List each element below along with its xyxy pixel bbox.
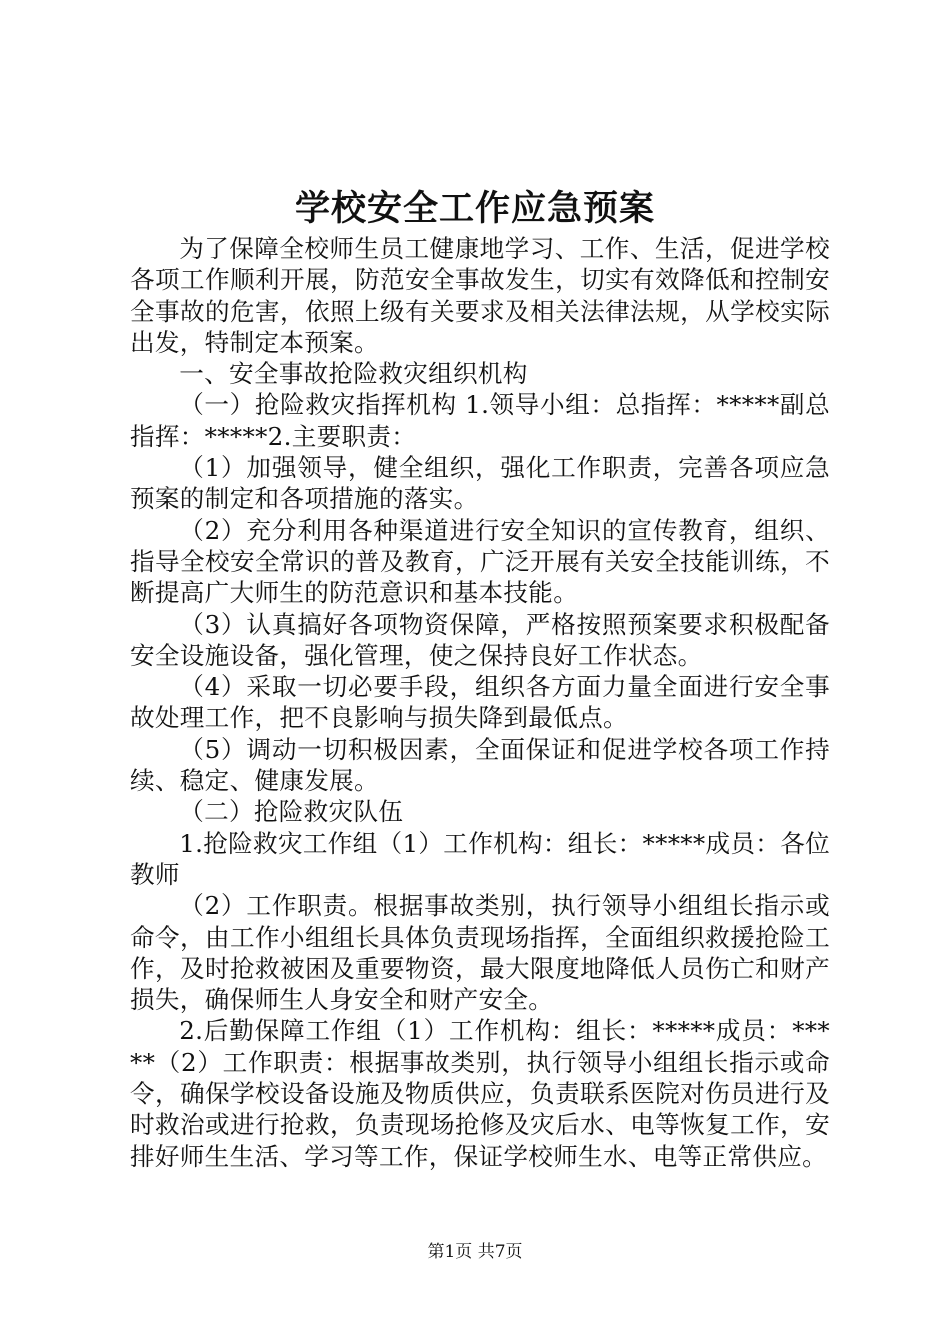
subsection-heading-2: （二）抢险救灾队伍 (179, 797, 404, 827)
subsection-heading-1: （一）抢险救灾指挥机构 1.领导小组：总指挥：*****副总指挥：*****2.主要职责： (130, 390, 830, 451)
section-heading-1: 一、安全事故抢险救灾组织机构 (179, 359, 528, 389)
duty-item-4: （4）采取一切必要手段，组织各方面力量全面进行安全事故处理工作，把不良影响与损失降到最低点。 (130, 672, 830, 733)
logistics-group: 2.后勤保障工作组（1）工作机构：组长：*****成员：*****（2）工作职责：根据事故类别，执行领导小组组长指示或命令，确保学校设备设施及物质供应，负责联系医院对伤员进行及时救治或进行抢救，负责现场抢修及灾后水、电等恢复工作，安排好师生生活、学习等工作，保证学校师生水、电等正常供应。 (130, 1016, 830, 1171)
duty-item-1: （1）加强领导，健全组织，强化工作职责，完善各项应急预案的制定和各项措施的落实。 (130, 453, 830, 514)
document-title: 学校安全工作应急预案 (294, 188, 655, 229)
rescue-group-structure: 1.抢险救灾工作组（1）工作机构：组长：*****成员：各位教师 (130, 828, 830, 889)
page-number-footer: 第1页 共7页 (427, 1242, 523, 1262)
paragraph-intro: 为了保障全校师生员工健康地学习、工作、生活，促进学校各项工作顺利开展，防范安全事故发生，切实有效降低和控制安全事故的危害，依照上级有关要求及相关法律法规，从学校实际出发，特制定本预案。 (130, 234, 830, 357)
duty-item-5: （5）调动一切积极因素，全面保证和促进学校各项工作持续、稳定、健康发展。 (130, 734, 830, 796)
duty-item-3: （3）认真搞好各项物资保障，严格按照预案要求积极配备安全设施设备，强化管理，使之保持良好工作状态。 (130, 609, 830, 670)
duty-item-2: （2）充分利用各种渠道进行安全知识的宣传教育，组织、指导全校安全常识的普及教育，广泛开展有关安全技能训练，不断提高广大师生的防范意识和基本技能。 (130, 515, 830, 608)
rescue-group-duties: （2）工作职责。根据事故类别，执行领导小组组长指示或命令，由工作小组组长具体负责现场指挥，全面组织救援抢险工作，及时抢救被困及重要物资，最大限度地降低人员伤亡和财产损失，确保师生人身安全和财产安全。 (130, 891, 830, 1015)
document-body (130, 233, 830, 1172)
